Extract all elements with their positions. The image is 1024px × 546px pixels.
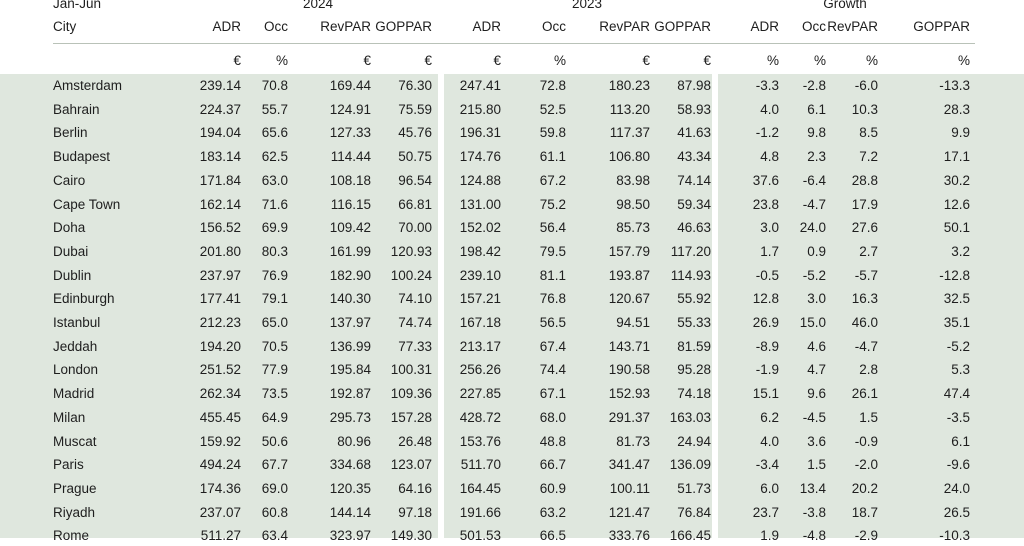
value-cell: 65.6	[261, 125, 288, 141]
value-cell: 26.1	[851, 386, 878, 402]
value-cell: 47.4	[943, 386, 970, 402]
value-cell: -5.7	[854, 267, 878, 283]
value-cell: 120.67	[608, 291, 650, 307]
value-cell: 51.73	[677, 480, 711, 496]
value-cell: 2.8	[859, 362, 878, 378]
value-cell: 190.58	[608, 362, 650, 378]
value-cell: -9.6	[946, 457, 970, 473]
value-cell: 75.59	[398, 101, 432, 117]
value-cell: 121.47	[608, 504, 650, 520]
value-cell: -3.4	[755, 457, 779, 473]
city-name: Riyadh	[53, 504, 96, 520]
metric-header-2024-3: GOPPAR	[375, 19, 432, 34]
value-cell: 237.07	[199, 504, 241, 520]
value-cell: 1.7	[760, 243, 779, 259]
value-cell: 12.8	[752, 291, 779, 307]
value-cell: 76.8	[539, 291, 566, 307]
value-cell: 195.84	[329, 362, 371, 378]
value-cell: 66.7	[539, 457, 566, 473]
value-cell: 3.6	[807, 433, 826, 449]
group-header-growth: Growth	[823, 0, 867, 11]
value-cell: 166.45	[669, 528, 711, 544]
value-cell: 75.2	[539, 196, 566, 212]
value-cell: 15.1	[752, 386, 779, 402]
value-cell: 2.7	[859, 243, 878, 259]
value-cell: 69.9	[261, 220, 288, 236]
metric-header-2023-3: GOPPAR	[654, 19, 711, 34]
value-cell: 237.97	[199, 267, 241, 283]
value-cell: 64.16	[398, 480, 432, 496]
value-cell: 26.48	[398, 433, 432, 449]
value-cell: 79.5	[539, 243, 566, 259]
metric-header-2023-1: Occ	[541, 19, 566, 34]
value-cell: 98.50	[616, 196, 650, 212]
value-cell: 37.6	[752, 172, 779, 188]
value-cell: 48.8	[539, 433, 566, 449]
value-cell: 1.5	[807, 457, 826, 473]
value-cell: 201.80	[199, 243, 241, 259]
city-name: Doha	[53, 220, 86, 236]
value-cell: 24.0	[943, 480, 970, 496]
value-cell: 106.80	[608, 149, 650, 165]
value-cell: 17.9	[851, 196, 878, 212]
value-cell: -2.8	[802, 78, 826, 93]
value-cell: 10.3	[851, 101, 878, 117]
value-cell: 2.3	[807, 149, 826, 165]
value-cell: 74.18	[677, 386, 711, 402]
city-column-header: City	[53, 19, 77, 34]
metric-header-2024-2: RevPAR	[320, 19, 371, 34]
value-cell: 28.8	[851, 172, 878, 188]
value-cell: 80.3	[261, 243, 288, 259]
value-cell: 55.92	[677, 291, 711, 307]
value-cell: 81.1	[539, 267, 566, 283]
value-cell: 0.9	[807, 243, 826, 259]
value-cell: 164.45	[459, 480, 501, 496]
value-cell: 177.41	[199, 291, 241, 307]
value-cell: 13.4	[799, 480, 826, 496]
value-cell: 262.34	[199, 386, 241, 402]
value-cell: 27.6	[851, 220, 878, 236]
value-cell: 120.93	[390, 243, 432, 259]
value-cell: 43.34	[677, 149, 711, 165]
value-cell: 114.93	[670, 267, 711, 283]
value-cell: 113.20	[609, 101, 650, 117]
value-cell: 140.30	[329, 291, 371, 307]
value-cell: 239.10	[459, 267, 501, 283]
value-cell: 333.76	[608, 528, 650, 544]
value-cell: -2.0	[854, 457, 878, 473]
value-cell: 46.63	[677, 220, 711, 236]
value-cell: 95.28	[677, 362, 711, 378]
value-cell: 152.93	[608, 386, 650, 402]
value-cell: 100.11	[609, 480, 650, 496]
value-cell: -0.5	[755, 267, 779, 283]
value-cell: 56.4	[539, 220, 566, 236]
value-cell: 76.84	[677, 504, 711, 520]
value-cell: 224.37	[199, 101, 241, 117]
value-cell: 174.36	[199, 480, 241, 496]
value-cell: 215.80	[459, 101, 501, 117]
value-cell: 55.33	[677, 315, 711, 330]
value-cell: 66.5	[539, 528, 566, 544]
value-cell: 149.30	[390, 528, 432, 544]
value-cell: 8.5	[859, 125, 878, 141]
value-cell: 9.8	[807, 125, 826, 141]
value-cell: 76.9	[261, 267, 288, 283]
city-name: Paris	[53, 457, 84, 473]
value-cell: 76.30	[398, 78, 432, 93]
value-cell: 4.0	[760, 433, 779, 449]
value-cell: 3.0	[807, 291, 826, 307]
value-cell: 18.7	[851, 504, 878, 520]
value-cell: 174.76	[459, 149, 501, 165]
value-cell: 96.54	[398, 172, 432, 188]
value-cell: 183.14	[199, 149, 241, 165]
value-cell: -3.8	[802, 504, 826, 520]
value-cell: 196.31	[459, 125, 501, 141]
value-cell: 24.94	[677, 433, 711, 449]
value-cell: 143.71	[608, 338, 650, 354]
value-cell: 191.66	[459, 504, 501, 520]
value-cell: 80.96	[337, 433, 371, 449]
value-cell: 60.8	[261, 504, 288, 520]
value-cell: 58.93	[677, 101, 711, 117]
value-cell: -12.8	[939, 267, 970, 283]
value-cell: 20.2	[851, 480, 878, 496]
value-cell: 74.74	[398, 315, 432, 330]
value-cell: 74.14	[677, 172, 711, 188]
value-cell: 56.5	[539, 315, 566, 330]
value-cell: 59.34	[677, 196, 711, 212]
value-cell: 77.9	[261, 362, 288, 378]
value-cell: 117.37	[609, 125, 650, 141]
period-label: Jan-Jun	[53, 0, 102, 11]
value-cell: 6.1	[951, 433, 970, 449]
value-cell: -1.9	[755, 362, 779, 378]
value-cell: 67.4	[539, 338, 566, 354]
value-cell: -1.2	[755, 125, 779, 141]
value-cell: 501.53	[459, 528, 501, 544]
metric-header-2023-0: ADR	[472, 19, 501, 34]
value-cell: 159.92	[199, 433, 241, 449]
value-cell: 227.85	[459, 386, 501, 402]
value-cell: 77.33	[398, 338, 432, 354]
value-cell: 23.7	[752, 504, 779, 520]
value-cell: 123.07	[390, 457, 432, 473]
unit-2024-1: %	[275, 53, 288, 68]
value-cell: 4.8	[760, 149, 779, 165]
value-cell: 81.73	[616, 433, 650, 449]
value-cell: 323.97	[329, 528, 371, 544]
value-cell: 59.8	[539, 125, 566, 141]
value-cell: 55.7	[261, 101, 288, 117]
value-cell: -3.3	[755, 78, 779, 93]
value-cell: 4.6	[807, 338, 826, 354]
value-cell: 70.8	[261, 78, 288, 93]
value-cell: 117.20	[670, 243, 711, 259]
city-name: Edinburgh	[53, 291, 115, 307]
city-name: London	[53, 362, 99, 378]
value-cell: 251.52	[199, 362, 241, 378]
value-cell: 153.76	[459, 433, 501, 449]
value-cell: 23.8	[752, 196, 779, 212]
value-cell: 41.63	[677, 125, 711, 141]
value-cell: 127.33	[329, 125, 371, 141]
value-cell: 239.14	[199, 78, 241, 93]
value-cell: 4.7	[807, 362, 826, 378]
value-cell: 6.2	[760, 409, 779, 425]
value-cell: 169.44	[329, 78, 371, 93]
value-cell: 5.3	[951, 362, 970, 378]
value-cell: -5.2	[946, 338, 970, 354]
value-cell: 137.97	[329, 315, 371, 330]
unit-2023-1: %	[553, 53, 566, 68]
value-cell: 81.59	[677, 338, 711, 354]
metric-header-2023-2: RevPAR	[599, 19, 650, 34]
value-cell: 100.31	[390, 362, 432, 378]
value-cell: 341.47	[608, 457, 650, 473]
unit-2024-2: €	[363, 53, 371, 68]
value-cell: -3.5	[946, 409, 970, 425]
value-cell: 194.20	[199, 338, 241, 354]
city-name: Dubai	[53, 243, 89, 259]
value-cell: -6.4	[802, 172, 826, 188]
value-cell: -8.9	[755, 338, 779, 354]
value-cell: 7.2	[859, 149, 878, 165]
city-name: Muscat	[53, 433, 97, 449]
value-cell: 50.1	[943, 220, 970, 236]
value-cell: -4.7	[802, 196, 826, 212]
value-cell: 167.18	[459, 315, 501, 330]
value-cell: 26.9	[752, 315, 779, 330]
value-cell: 247.41	[459, 78, 501, 93]
value-cell: 124.91	[329, 101, 371, 117]
value-cell: 213.17	[459, 338, 501, 354]
value-cell: 120.35	[329, 480, 371, 496]
metric-header-2024-1: Occ	[263, 19, 288, 34]
value-cell: 15.0	[799, 315, 826, 330]
value-cell: 511.70	[460, 457, 501, 473]
value-cell: 67.1	[539, 386, 566, 402]
value-cell: 68.0	[539, 409, 566, 425]
unit-growth-2: %	[865, 53, 878, 68]
value-cell: 73.5	[261, 386, 288, 402]
metric-header-growth-3: GOPPAR	[913, 19, 970, 34]
value-cell: 66.81	[398, 196, 432, 212]
value-cell: 171.84	[199, 172, 241, 188]
value-cell: 116.15	[330, 196, 371, 212]
value-cell: 295.73	[329, 409, 371, 425]
value-cell: 511.27	[200, 528, 241, 544]
value-cell: 12.6	[943, 196, 970, 212]
value-cell: 162.14	[199, 196, 241, 212]
value-cell: 194.04	[199, 125, 241, 141]
value-cell: 156.52	[199, 220, 241, 236]
group-header-2023: 2023	[571, 0, 603, 11]
unit-2024-0: €	[233, 53, 241, 68]
value-cell: -4.5	[802, 409, 826, 425]
value-cell: 17.1	[943, 149, 970, 165]
value-cell: 428.72	[459, 409, 501, 425]
metric-header-growth-0: ADR	[750, 19, 779, 34]
value-cell: 192.87	[329, 386, 371, 402]
value-cell: 9.6	[807, 386, 826, 402]
value-cell: -4.8	[802, 528, 826, 544]
unit-2024-3: €	[424, 53, 432, 68]
value-cell: 334.68	[329, 457, 371, 473]
value-cell: 83.98	[616, 172, 650, 188]
value-cell: 72.8	[539, 78, 566, 93]
unit-growth-3: %	[957, 53, 970, 68]
value-cell: 9.9	[951, 125, 970, 141]
value-cell: -5.2	[802, 267, 826, 283]
value-cell: 85.73	[616, 220, 650, 236]
value-cell: 61.1	[539, 149, 566, 165]
value-cell: 494.24	[199, 457, 241, 473]
city-name: Bahrain	[53, 101, 100, 117]
value-cell: 455.45	[199, 409, 241, 425]
value-cell: 62.5	[261, 149, 288, 165]
value-cell: 79.1	[261, 291, 288, 307]
value-cell: 6.1	[807, 101, 826, 117]
value-cell: 3.2	[951, 243, 970, 259]
value-cell: 109.42	[329, 220, 371, 236]
value-cell: 136.09	[669, 457, 711, 473]
value-cell: 161.99	[329, 243, 371, 259]
value-cell: -0.9	[854, 433, 878, 449]
value-cell: 109.36	[390, 386, 432, 402]
value-cell: 64.9	[261, 409, 288, 425]
city-name: Madrid	[53, 386, 95, 402]
value-cell: 50.6	[261, 433, 288, 449]
value-cell: 24.0	[799, 220, 826, 236]
value-cell: 69.0	[261, 480, 288, 496]
value-cell: -13.3	[939, 78, 970, 93]
value-cell: 100.24	[390, 267, 432, 283]
value-cell: 97.18	[398, 504, 432, 520]
value-cell: -6.0	[854, 78, 878, 93]
metric-header-growth-1: Occ	[801, 19, 826, 34]
metric-header-growth-2: RevPAR	[827, 19, 878, 34]
value-cell: 28.3	[943, 101, 970, 117]
value-cell: 63.0	[261, 172, 288, 188]
value-cell: 3.0	[760, 220, 779, 236]
unit-2023-3: €	[703, 53, 711, 68]
unit-2023-2: €	[642, 53, 650, 68]
value-cell: 180.23	[608, 78, 650, 93]
value-cell: 94.51	[616, 315, 650, 330]
unit-2023-0: €	[493, 53, 501, 68]
unit-growth-0: %	[766, 53, 779, 68]
value-cell: 136.99	[329, 338, 371, 354]
value-cell: 182.90	[329, 267, 371, 283]
value-cell: 67.2	[539, 172, 566, 188]
value-cell: 74.4	[539, 362, 566, 378]
value-cell: 108.18	[329, 172, 371, 188]
city-name: Cairo	[53, 172, 86, 188]
value-cell: 157.28	[390, 409, 432, 425]
value-cell: 52.5	[539, 101, 566, 117]
value-cell: 4.0	[760, 101, 779, 117]
value-cell: 30.2	[943, 172, 970, 188]
city-name: Milan	[53, 409, 86, 425]
value-cell: 131.00	[459, 196, 501, 212]
value-cell: 152.02	[459, 220, 501, 236]
city-name: Cape Town	[53, 196, 121, 212]
value-cell: -2.9	[854, 528, 878, 544]
value-cell: 1.5	[859, 409, 878, 425]
value-cell: 157.79	[608, 243, 650, 259]
value-cell: 256.26	[459, 362, 501, 378]
value-cell: -10.3	[939, 528, 970, 544]
value-cell: 26.5	[943, 504, 970, 520]
value-cell: 291.37	[608, 409, 650, 425]
value-cell: 70.00	[398, 220, 432, 236]
value-cell: 32.5	[943, 291, 970, 307]
value-cell: 114.44	[330, 149, 371, 165]
value-cell: 212.23	[199, 315, 241, 330]
value-cell: 87.98	[677, 78, 711, 93]
value-cell: 144.14	[329, 504, 371, 520]
city-name: Istanbul	[53, 315, 101, 330]
value-cell: 163.03	[669, 409, 711, 425]
value-cell: 35.1	[943, 315, 970, 330]
value-cell: 74.10	[398, 291, 432, 307]
value-cell: 71.6	[261, 196, 288, 212]
value-cell: 193.87	[608, 267, 650, 283]
value-cell: -4.7	[854, 338, 878, 354]
city-name: Jeddah	[53, 338, 98, 354]
value-cell: 50.75	[398, 149, 432, 165]
value-cell: 65.0	[261, 315, 288, 330]
value-cell: 60.9	[539, 480, 566, 496]
value-cell: 70.5	[261, 338, 288, 354]
city-name: Dublin	[53, 267, 92, 283]
value-cell: 198.42	[459, 243, 501, 259]
value-cell: 67.7	[261, 457, 288, 473]
city-name: Berlin	[53, 125, 88, 141]
value-cell: 46.0	[851, 315, 878, 330]
city-name: Budapest	[53, 149, 111, 165]
value-cell: 16.3	[851, 291, 878, 307]
value-cell: 45.76	[398, 125, 432, 141]
header-rule	[53, 43, 975, 44]
city-name: Rome	[53, 528, 90, 544]
value-cell: 6.0	[760, 480, 779, 496]
value-cell: 124.88	[459, 172, 501, 188]
city-name: Amsterdam	[53, 78, 123, 93]
value-cell: 63.4	[261, 528, 288, 544]
value-cell: 63.2	[539, 504, 566, 520]
metric-header-2024-0: ADR	[212, 19, 241, 34]
value-cell: 1.9	[760, 528, 779, 544]
unit-growth-1: %	[813, 53, 826, 68]
group-header-2024: 2024	[302, 0, 334, 11]
value-cell: 157.21	[459, 291, 501, 307]
city-name: Prague	[53, 480, 97, 496]
